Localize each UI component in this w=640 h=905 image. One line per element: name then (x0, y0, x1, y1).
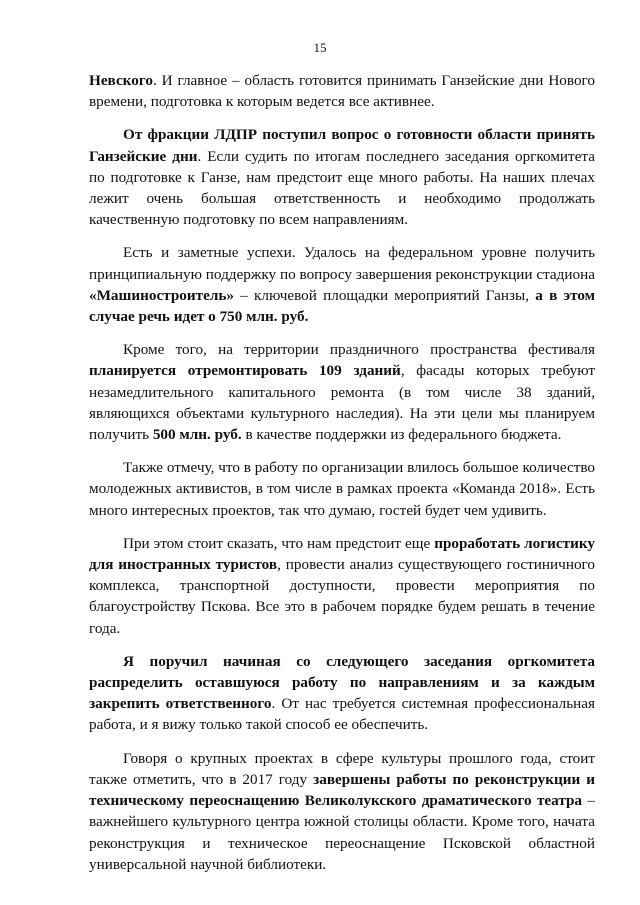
paragraph (89, 748, 595, 875)
body-text (89, 70, 595, 875)
text-span-bold: завершены работы по реконструкции и техническому переоснащению Великолукского драматического театра (89, 770, 595, 810)
paragraph (89, 533, 595, 639)
text-span: , провести анализ существующего гостиничного комплекса, транспортной доступности, провести мероприятия по благоустройству Пскова. Все это в рабочем порядке будем решать в течение года. (89, 556, 595, 637)
paragraph (89, 339, 595, 445)
text-span: Говоря о крупных проектах в сфере культуры прошлого года, стоит также отметить, что в 2017 году (89, 749, 595, 788)
text-span: – важнейшего культурного центра южной столицы области. Кроме того, начата реконструкция и техническое переоснащение Псковской областной универсальной научной библиотеки. (89, 792, 595, 873)
text-span: Есть и заметные успехи. Удалось на федеральном уровне получить принципиальную поддержку по вопросу завершения реконструкции стадиона (89, 244, 595, 283)
paragraph (89, 457, 595, 521)
text-span-bold: От фракции ЛДПР поступил вопрос о готовности области принять Ганзейские дни (89, 126, 595, 165)
page-number: 15 (313, 40, 327, 55)
text-span: При этом стоит сказать, что нам предстоит еще (123, 534, 435, 552)
text-span: Также отмечу, что в работу по организации влилось большое количество молодежных активистов, в том числе в рамках проекта «Команда 2018». Есть много интересных проектов, так что думаю, гостей будет чем удивить. (89, 459, 595, 519)
text-span-bold: Я поручил начиная со следующего заседания оргкомитета распределить оставшуюся работу по направлениям и за каждым закрепить ответственного (89, 652, 595, 713)
text-span: Кроме того, на территории праздничного пространства фестиваля (123, 341, 595, 359)
text-span-bold: «Машиностроитель» (89, 286, 234, 304)
paragraph (89, 651, 595, 736)
paragraph (89, 124, 595, 230)
text-span: . И главное – область готовится принимать Ганзейские дни Нового времени, подготовка к которым ведется все активнее. (89, 72, 595, 111)
text-span: , фасады которых требуют незамедлительного капитального ремонта (в том числе 38 зданий, являющихся объектами культурного наследия). На эти цели мы планируем получить (89, 362, 595, 444)
text-span-bold: Невского (89, 72, 153, 89)
text-span: . От нас требуется системная профессиональная работа, и я вижу только такой способ ее обеспечить. (89, 695, 595, 734)
text-span-bold: 500 млн. руб. (152, 426, 242, 444)
text-span: в качестве поддержки из федерального бюджета. (241, 426, 562, 444)
paragraph (89, 242, 595, 327)
paragraph (89, 70, 595, 112)
text-span: – ключевой площадки мероприятий Ганзы, (233, 286, 536, 304)
text-span-bold: а в этом случае речь идет о 750 млн. руб. (89, 286, 595, 326)
text-span-bold: проработать логистику для иностранных туристов (89, 534, 595, 574)
text-span-bold: планируется отремонтировать 109 зданий (89, 362, 401, 380)
text-span: . Если судить по итогам последнего заседания оргкомитета по подготовке к Ганзе, нам предстоит еще много работы. На наших плечах лежит очень большая ответственность и необходимо продолжать качественную подготовку по всем направлениям. (89, 147, 595, 229)
